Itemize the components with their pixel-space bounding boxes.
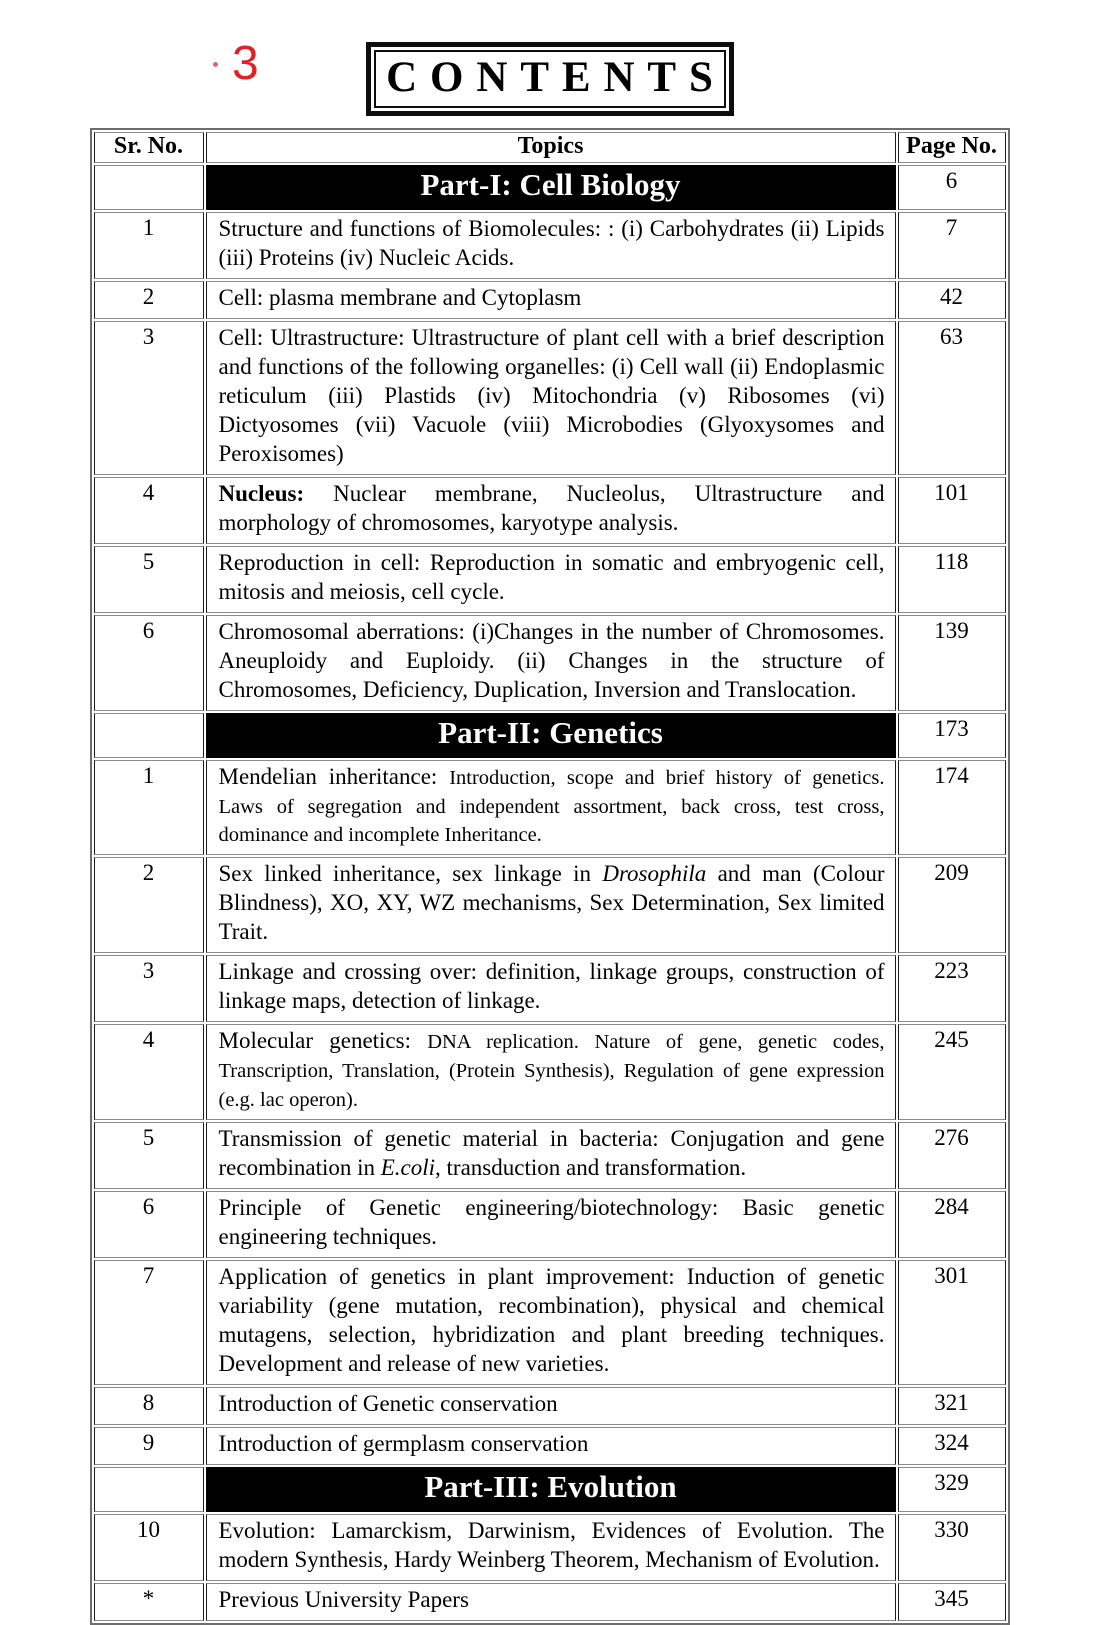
topic-cell — [206, 1122, 896, 1189]
page-number: 3 — [232, 37, 259, 90]
topic-text: Chromosomal aberrations: (i)Changes in the number of Chromosomes. Aneuploidy and Euploidy. (ii) Changes in the structure of Chromosomes, Deficiency, Duplication, Inversion and Translocation. — [218, 618, 885, 702]
topic-text: Drosophila — [602, 861, 707, 887]
topic-cell — [206, 1191, 896, 1258]
sr-no-cell: 5 — [94, 546, 204, 613]
topic-text: Transmission of genetic material in bacteria: Conjugation and gene recombination in — [218, 1126, 885, 1181]
page-no-cell: 301 — [898, 1260, 1006, 1385]
page-no-cell: 139 — [898, 615, 1006, 711]
page-no-cell: 276 — [898, 1122, 1006, 1189]
topic-cell — [206, 546, 896, 613]
table-row — [94, 477, 1006, 544]
sr-no-cell: 2 — [94, 857, 204, 953]
table-row — [94, 1024, 1006, 1120]
topic-text: Principle of Genetic engineering/biotechnology: Basic genetic engineering techniques. — [218, 1195, 885, 1250]
table-row — [94, 1122, 1006, 1189]
page-no-cell: 7 — [898, 212, 1006, 279]
topic-text: and man (Colour Blindness), XO, XY, WZ mechanisms, Sex Determination, Sex limited Trait. — [218, 861, 885, 945]
page-no-cell: 42 — [898, 281, 1006, 319]
table-row — [94, 955, 1006, 1022]
table-row — [94, 212, 1006, 279]
topic-cell — [206, 857, 896, 953]
topic-cell — [206, 1583, 896, 1621]
sr-no-cell: 6 — [94, 1191, 204, 1258]
table-row — [94, 760, 1006, 856]
part-header-row — [94, 713, 1006, 758]
topic-text: Evolution: Lamarckism, Darwinism, Evidences of Evolution. The modern Synthesis, Hardy Weinberg Theorem, Mechanism of Evolution. — [218, 1517, 885, 1572]
table-row — [94, 1583, 1006, 1621]
sr-no-cell: 3 — [94, 321, 204, 475]
topic-cell — [206, 615, 896, 711]
topic-text: Introduction, scope and brief history of genetics. Laws of segregation and independent assortment, back cross, test cross, dominance and incomplete Inheritance. — [218, 766, 885, 847]
sr-no-cell — [94, 1467, 204, 1512]
table-row — [94, 321, 1006, 475]
page-no-cell: 101 — [898, 477, 1006, 544]
page-no-cell: 345 — [898, 1583, 1006, 1621]
topic-cell — [206, 281, 896, 319]
table-row — [94, 1387, 1006, 1425]
topic-text: Cell: Ultrastructure: Ultrastructure of plant cell with a brief description and functions of the following organelles: (i) Cell wall (ii) Endoplasmic reticulum (iii) Plastids (iv) Mitochondria (v) Ribosomes (vi) Dictyosomes (vii) Vacuole (viii) Microbodies (Glyoxysomes and Peroxisomes) — [218, 324, 885, 466]
topic-cell — [206, 477, 896, 544]
table-row — [94, 1260, 1006, 1385]
page-no-cell: 63 — [898, 321, 1006, 475]
topic-text: Structure and functions of Biomolecules: : (i) Carbohydrates (ii) Lipids (iii) Proteins (iv) Nucleic Acids. — [218, 216, 885, 270]
page-no-cell: 284 — [898, 1191, 1006, 1258]
sr-no-cell: 6 — [94, 615, 204, 711]
column-header-sr-no: Sr. No. — [94, 132, 204, 163]
table-row — [94, 857, 1006, 953]
page-no-cell: 245 — [898, 1024, 1006, 1120]
table-row — [94, 1514, 1006, 1581]
topic-text: Application of genetics in plant improvement: Induction of genetic variability (gene mutation, recombination), physical and chemical mutagens, selection, hybridization and plant breeding techniques. Development and release of new varieties. — [218, 1264, 885, 1376]
table-header-row — [94, 132, 1006, 163]
part-banner: Part-II: Genetics — [206, 713, 896, 758]
topic-text: Reproduction in cell: Reproduction in somatic and embryogenic cell, mitosis and meiosis, cell cycle. — [218, 549, 885, 604]
topic-cell — [206, 1024, 896, 1120]
topic-cell — [206, 1427, 896, 1465]
page-no-cell: 324 — [898, 1427, 1006, 1465]
sr-no-cell: 3 — [94, 955, 204, 1022]
contents-table-body — [94, 165, 1006, 1621]
column-header-topics: Topics — [206, 132, 896, 163]
table-row — [94, 281, 1006, 319]
page-no-cell: 329 — [898, 1467, 1006, 1512]
topic-cell — [206, 1514, 896, 1581]
topic-text: Nucleus: — [218, 480, 305, 506]
topic-text: Mendelian inheritance: — [218, 763, 450, 789]
page-header — [0, 0, 1099, 118]
page-no-cell: 209 — [898, 857, 1006, 953]
page-no-cell: 321 — [898, 1387, 1006, 1425]
sr-no-cell: 5 — [94, 1122, 204, 1189]
topic-text: Nuclear membrane, Nucleolus, Ultrastructure and morphology of chromosomes, karyotype analysis. — [218, 480, 885, 535]
topic-text: Previous University Papers — [218, 1586, 469, 1612]
page-no-cell: 118 — [898, 546, 1006, 613]
topic-cell — [206, 1260, 896, 1385]
page-title: CONTENTS — [386, 54, 726, 101]
topic-text: Linkage and crossing over: definition, linkage groups, construction of linkage maps, detection of linkage. — [218, 959, 885, 1014]
sr-no-cell — [94, 713, 204, 758]
contents-title-box — [366, 42, 734, 116]
topic-cell — [206, 1387, 896, 1425]
topic-text: E.coli — [380, 1155, 436, 1181]
topic-text: Molecular genetics: — [218, 1028, 428, 1054]
topic-text: Introduction of Genetic conservation — [218, 1390, 558, 1416]
stray-ink-mark — [213, 62, 218, 67]
part-header-row — [94, 1467, 1006, 1512]
part-header-row — [94, 165, 1006, 210]
part-banner: Part-III: Evolution — [206, 1467, 896, 1512]
contents-table — [90, 128, 1010, 1625]
topic-cell — [206, 212, 896, 279]
topic-cell — [206, 321, 896, 475]
sr-no-cell — [94, 165, 204, 210]
topic-cell — [206, 760, 896, 856]
topic-text: DNA replication. Nature of gene, genetic codes, Transcription, Translation, (Protein Synthesis), Regulation of gene expression (e.g. lac operon). — [218, 1031, 885, 1112]
sr-no-cell: 8 — [94, 1387, 204, 1425]
topic-cell — [206, 955, 896, 1022]
sr-no-cell: 10 — [94, 1514, 204, 1581]
page-no-cell: 174 — [898, 760, 1006, 856]
page-no-cell: 223 — [898, 955, 1006, 1022]
topic-text: Cell: plasma membrane and Cytoplasm — [218, 284, 582, 310]
sr-no-cell: 4 — [94, 477, 204, 544]
page-no-cell: 173 — [898, 713, 1006, 758]
part-banner: Part-I: Cell Biology — [206, 165, 896, 210]
table-row — [94, 615, 1006, 711]
table-row — [94, 1191, 1006, 1258]
sr-no-cell: * — [94, 1583, 204, 1621]
topic-text: Introduction of germplasm conservation — [218, 1430, 589, 1456]
sr-no-cell: 9 — [94, 1427, 204, 1465]
sr-no-cell: 2 — [94, 281, 204, 319]
table-row — [94, 546, 1006, 613]
sr-no-cell: 4 — [94, 1024, 204, 1120]
page-no-cell: 6 — [898, 165, 1006, 210]
topic-text: , transduction and transformation. — [435, 1155, 747, 1181]
sr-no-cell: 1 — [94, 760, 204, 856]
column-header-page-no: Page No. — [898, 132, 1006, 163]
table-row — [94, 1427, 1006, 1465]
sr-no-cell: 7 — [94, 1260, 204, 1385]
page-no-cell: 330 — [898, 1514, 1006, 1581]
sr-no-cell: 1 — [94, 212, 204, 279]
topic-text: Sex linked inheritance, sex linkage in — [218, 861, 603, 887]
